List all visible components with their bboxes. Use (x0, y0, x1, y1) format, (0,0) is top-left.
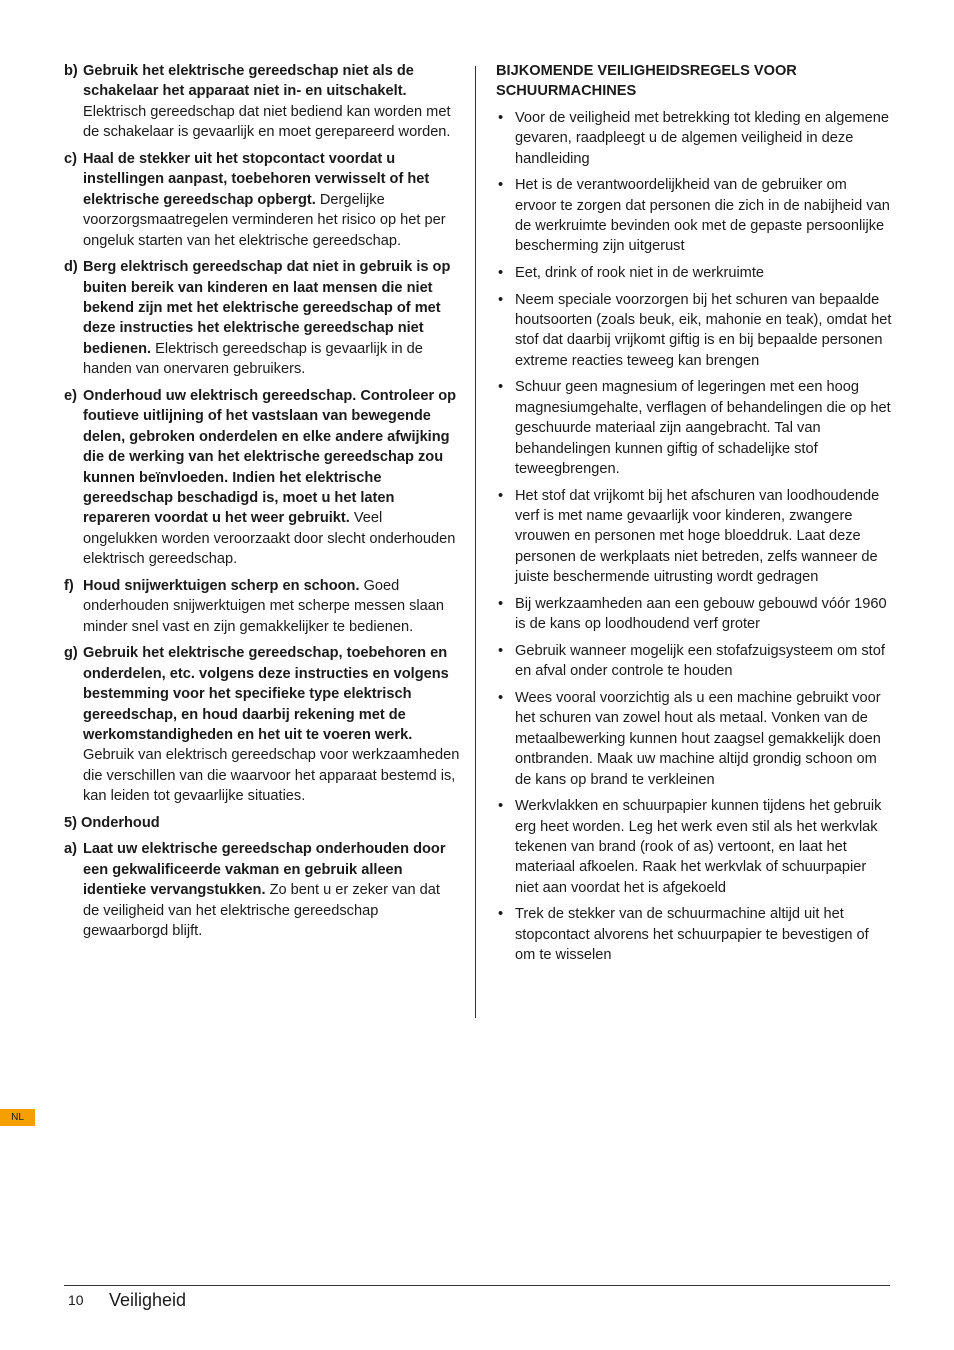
instruction-item-g (64, 643, 460, 806)
item-label: f) (64, 577, 74, 594)
item-body (83, 839, 460, 941)
bullet-icon: • (498, 177, 504, 194)
footer-divider (64, 1285, 890, 1286)
language-tab: NL (0, 1109, 35, 1126)
bullet-icon: • (498, 906, 504, 923)
list-item-text: Trek de stekker van de schuurmachine altijd uit het stopcontact alvorens het schuurpapier te bevestigen of om te wisselen (515, 906, 869, 964)
bullet-icon: • (498, 265, 504, 282)
item-text: Dergelijke voorzorgsmaatregelen verminderen het risico op het per ongeluk starten van het elektrische gereedschap. (83, 191, 446, 249)
item-body (83, 61, 460, 143)
item-text: Gebruik van elektrisch gereedschap voor werkzaamheden die verschillen van die waarvoor het apparaat bestemd is, kan leiden tot gevaarlijke situaties. (83, 747, 460, 805)
list-item (496, 290, 892, 372)
item-text: Veel ongelukken worden veroorzaakt door slecht onderhouden elektrisch gereedschap. (83, 510, 456, 568)
bullet-icon: • (498, 642, 504, 659)
instruction-item-e (64, 386, 460, 570)
item-text: Goed onderhouden snijwerktuigen met scherpe messen slaan minder snel vast en zijn gemakkelijker te bedienen. (83, 577, 445, 635)
item-text: Elektrisch gereedschap dat niet bediend kan worden met de schakelaar is gevaarlijk en moet gerepareerd worden. (83, 103, 451, 141)
item-bold-text: Haal de stekker uit het stopcontact voordat u instellingen aanpast, toebehoren verwisselt of het elektrische gereedschap opbergt. (83, 150, 430, 208)
bullet-icon: • (498, 291, 504, 308)
list-item-text: Bij werkzaamheden aan een gebouw gebouwd vóór 1960 is de kans op loodhoudend verf groter (515, 595, 887, 633)
item-body (83, 643, 460, 806)
item-label: b) (64, 63, 78, 79)
list-item-text: Schuur geen magnesium of legeringen met een hoog magnesiumgehalte, verflagen of behandelingen die op het geschuurde materiaal zijn aangebracht. Tal van behandelingen kunnen giftig of schadelijke stof teweegbrengen. (515, 379, 891, 478)
bullet-icon: • (498, 109, 504, 126)
list-item-text: Het is de verantwoordelijkheid van de gebruiker om ervoor te zorgen dat personen die zich in de nabijheid van de werkruimte bevinden ook met de gepaste persoonlijke bescherming zijn uitgerust (515, 177, 890, 255)
bullet-icon: • (498, 798, 504, 815)
item-text: Elektrisch gereedschap is gevaarlijk in de handen van onervaren gebruikers. (83, 340, 423, 378)
list-item (496, 594, 892, 635)
section-title: Veiligheid (109, 1290, 187, 1310)
item-label: d) (64, 259, 78, 276)
item-label: g) (64, 645, 78, 662)
item-body (83, 576, 460, 637)
page-number: 10 (68, 1292, 84, 1308)
item-text: Zo bent u er zeker van dat de veiligheid van het elektrische gereedschap gewaarborgd blijft. (83, 882, 440, 940)
item-bold-text: Gebruik het elektrische gereedschap niet als de schakelaar het apparaat niet in- en uitschakelt. (83, 63, 414, 100)
item-body (83, 257, 460, 379)
item-label: a) (64, 841, 77, 858)
list-item (496, 904, 892, 965)
list-item-text: Eet, drink of rook niet in de werkruimte (515, 265, 765, 282)
bullet-icon: • (498, 595, 504, 612)
list-item-text: Werkvlakken en schuurpapier kunnen tijdens het gebruik erg heet worden. Leg het werk even stil als het werkvlak tekenen van brand (rook of as) vertoont, en laat het materiaal afkoelen. Raak het werkvlak of schuurpapier niet aan voordat het is afgekoeld (515, 798, 882, 896)
item-bold-text: Onderhoud uw elektrisch gereedschap. Controleer op foutieve uitlijning of het vastslaan van bewegende delen, gebroken onderdelen en elke andere afwijking die de werking van het elektrische gereedschap zou kunnen beïnvloeden. Indien het elektrische gereedschap beschadigd is, moet u het laten repareren voordat u het weer gebruikt. (83, 387, 457, 527)
instruction-item-b (64, 61, 460, 143)
bullet-icon: • (498, 379, 504, 396)
list-item (496, 108, 892, 169)
item-bold-text: Gebruik het elektrische gereedschap, toebehoren en onderdelen, etc. volgens deze instructies en volgens bestemming voor het specifieke type elektrisch gereedschap, en houd daarbij rekening met de werkomstandigheden en het uit te voeren werk. (83, 645, 449, 744)
list-item-text: Wees vooral voorzichtig als u een machine gebruikt voor het schuren van zowel hout als metaal. Vonken van de metaalbewerking kunnen hout zaagsel gemakkelijk doen ontbranden. Maak uw machine altijd grondig schoon om de kans op brand te verkleinen (515, 689, 881, 788)
item-bold-text: Berg elektrisch gereedschap dat niet in gebruik is op buiten bereik van kinderen en laat mensen die niet bekend zijn met het elektrische gereedschap of met deze instructies het elektrische gereedschap niet bedienen. (83, 259, 451, 357)
safety-rules-heading: BIJKOMENDE VEILIGHEIDSREGELS VOOR SCHUURMACHINES (496, 63, 797, 100)
list-item-text: Gebruik wanneer mogelijk een stofafzuigsysteem om stof en afval onder controle te houden (515, 642, 885, 680)
list-item (496, 641, 892, 682)
column-divider (475, 66, 476, 1018)
list-item (496, 796, 892, 898)
list-item-text: Voor de veiligheid met betrekking tot kleding en algemene gevaren, raadpleegt u de algemen veiligheid in deze handleiding (515, 109, 890, 167)
list-item (496, 688, 892, 790)
instruction-item-d (64, 257, 460, 379)
bullet-icon: • (498, 487, 504, 504)
item-bold-text: Laat uw elektrische gereedschap onderhouden door een gekwalificeerde vakman en gebruik alleen identieke vervangstukken. (83, 841, 446, 899)
section-heading-onderhoud: 5) Onderhoud (64, 815, 160, 831)
list-item-text: Neem speciale voorzorgen bij het schuren van bepaalde houtsoorten (zoals beuk, eik, mahonie en teak), omdat het stof dat daarbij vrijkomt giftig is en bij bepaalde personen extreme reacties teweeg kan brengen (515, 291, 892, 369)
safety-rules-list (496, 108, 892, 966)
item-label: c) (64, 150, 77, 167)
item-label: e) (64, 387, 77, 404)
right-column (496, 61, 892, 972)
instruction-item-a (64, 839, 460, 941)
instruction-item-f (64, 576, 460, 637)
list-item-text: Het stof dat vrijkomt bij het afschuren van loodhoudende verf is met name gevaarlijk voor kinderen, zwangere vrouwen en personen met hoge bloeddruk. Laat deze personen de werkplaats niet betreden, zelfs wanneer de juiste beschermende uitrusting wordt gedragen (515, 487, 880, 586)
instruction-item-c (64, 149, 460, 251)
list-item (496, 377, 892, 479)
left-column (64, 61, 460, 948)
bullet-icon: • (498, 689, 504, 706)
list-item (496, 263, 892, 283)
list-item (496, 175, 892, 257)
item-bold-text: Houd snijwerktuigen scherp en schoon. (83, 577, 360, 594)
list-item (496, 486, 892, 588)
item-body (83, 149, 460, 251)
item-body (83, 386, 460, 570)
